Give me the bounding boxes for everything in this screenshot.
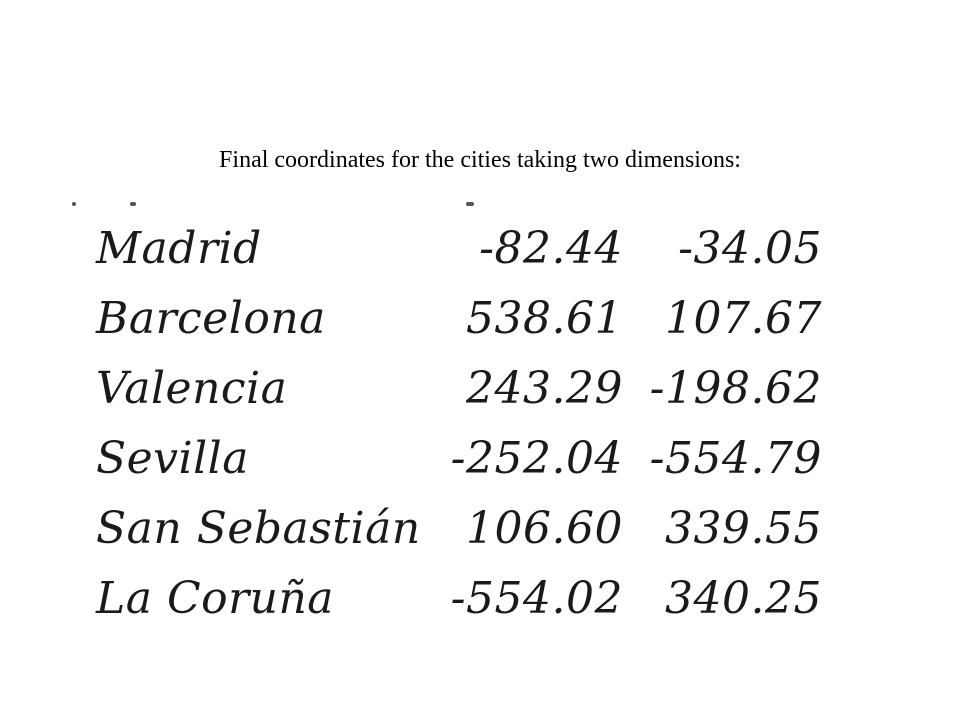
y-coordinate: 340.25 [665, 573, 822, 624]
x-coordinate: 243.29 [466, 363, 623, 414]
x-coordinate: -82.44 [479, 223, 623, 274]
table-row [72, 424, 832, 494]
table-row [72, 564, 832, 634]
x-coordinate: -554.02 [450, 573, 623, 624]
y-coordinate: 339.55 [665, 503, 822, 554]
coordinates-table [72, 214, 832, 634]
coordinates-table-image [72, 196, 832, 636]
city-name: Madrid [96, 223, 262, 274]
table-row [72, 354, 832, 424]
slide-caption: Final coordinates for the cities taking two dimensions: [219, 147, 741, 173]
x-coordinate: 538.61 [466, 293, 623, 344]
city-name: La Coruña [96, 573, 335, 624]
city-name: Sevilla [96, 433, 249, 484]
y-coordinate: -34.05 [678, 223, 822, 274]
table-row [72, 494, 832, 564]
y-coordinate: -554.79 [649, 433, 822, 484]
x-coordinate: -252.04 [450, 433, 623, 484]
y-coordinate: 107.67 [665, 293, 822, 344]
y-coordinate: -198.62 [649, 363, 822, 414]
x-coordinate: 106.60 [466, 503, 623, 554]
city-name: Valencia [96, 363, 288, 414]
cropped-row-remnant [72, 196, 832, 216]
table-row [72, 214, 832, 284]
city-name: Barcelona [96, 293, 326, 344]
table-row [72, 284, 832, 354]
city-name: San Sebastián [96, 503, 421, 554]
